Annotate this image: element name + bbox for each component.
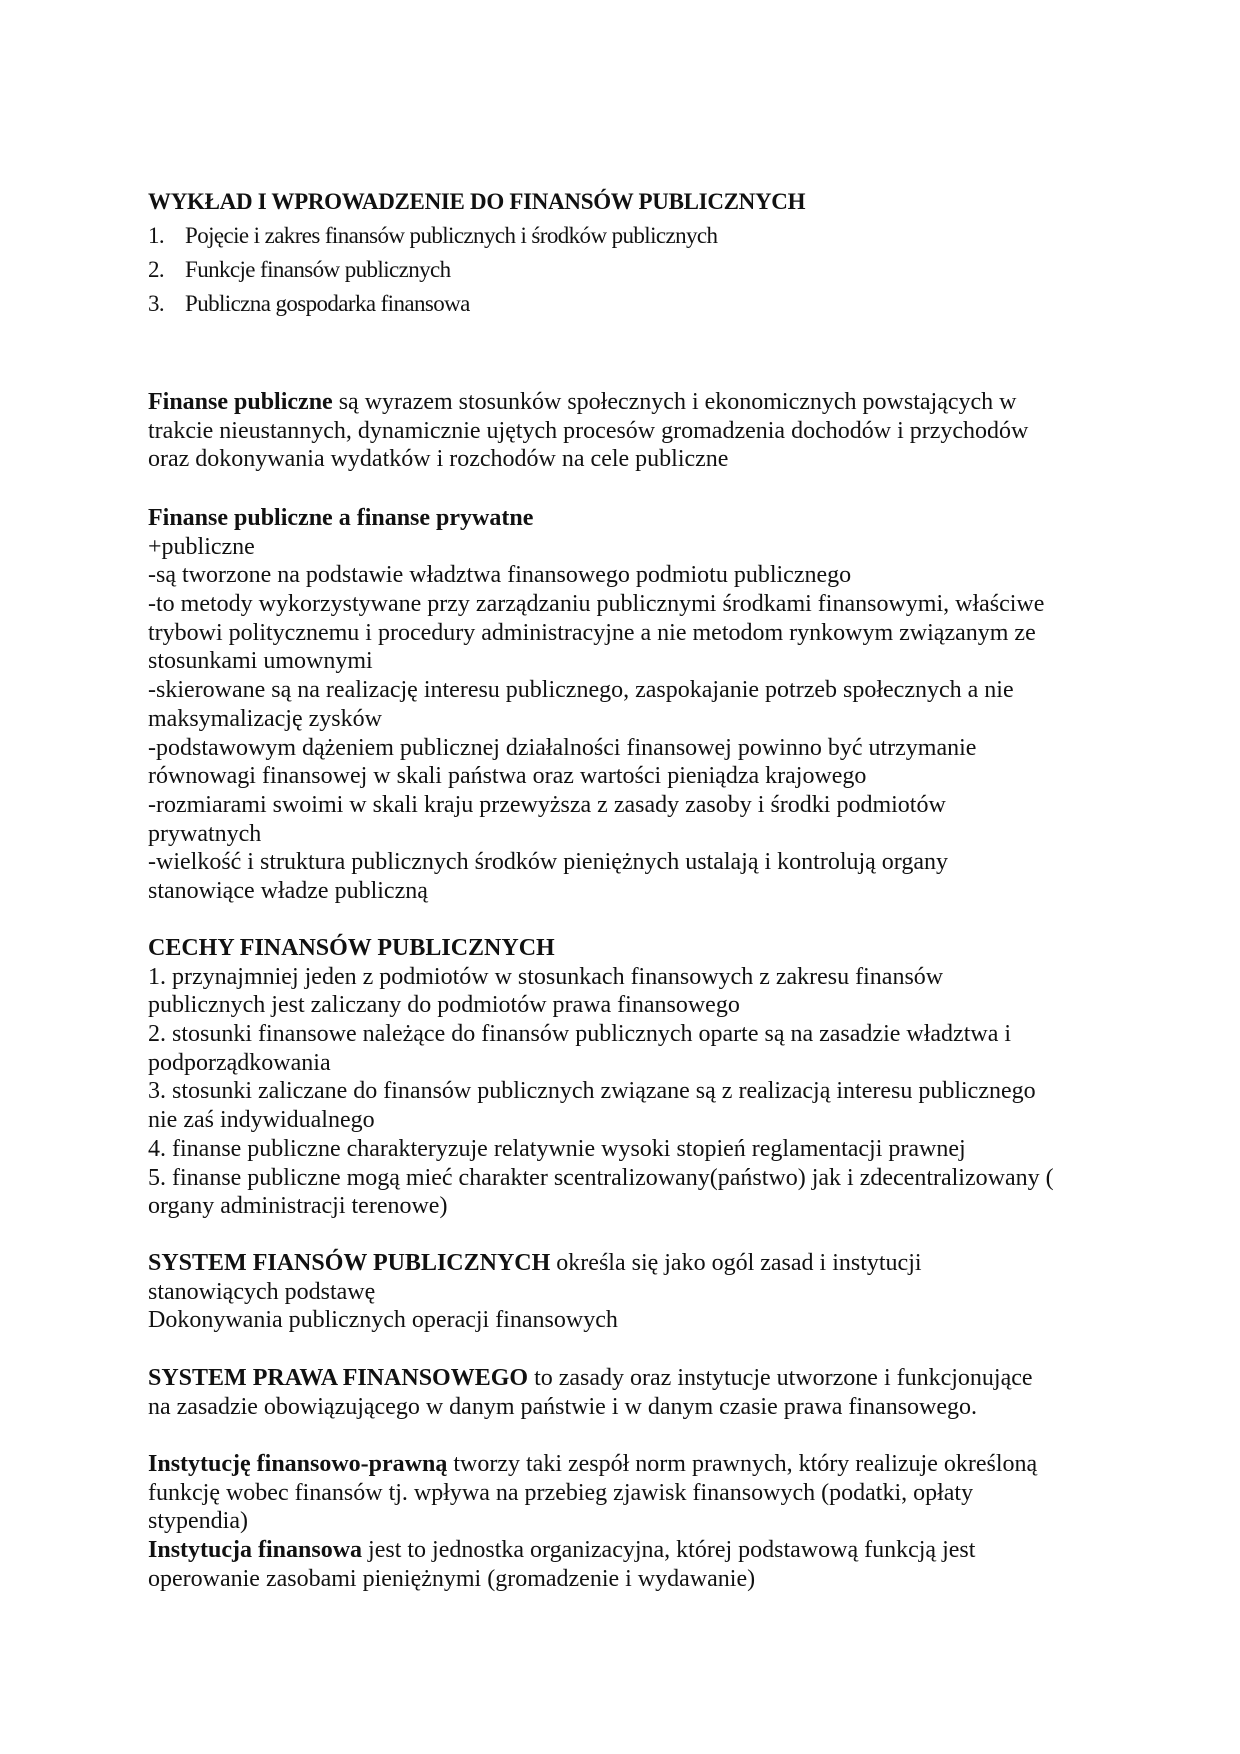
line-text: równowagi finansowej w skali państwa oraz wartości pieniądza krajowego [148,763,867,790]
line-text: trybowi politycznemu i procedury administracyjne a nie metodom rynkowym związanym ze [148,619,1036,646]
text-line [148,1565,1037,1594]
bold-term: SYSTEM PRAWA FINANSOWEGO [148,1365,529,1391]
table-of-contents [148,219,717,321]
text-line [148,963,1054,992]
toc-number: 2. [148,257,165,282]
text-line [148,561,1044,590]
text-line [148,676,1044,705]
text-line [148,445,1028,474]
line-text: +publiczne [148,533,255,560]
text-line [148,417,1028,446]
text-line [148,1249,922,1278]
toc-text: Publiczna gospodarka finansowa [185,291,470,316]
text-line [148,991,1054,1020]
bold-term: Instytucję finansowo-prawną [148,1451,448,1477]
text-line [148,934,1054,963]
line-text: na zasadzie obowiązującego w danym państwie i w danym czasie prawa finansowego. [148,1393,978,1420]
text-line [148,705,1044,734]
text-line [148,1278,922,1307]
line-text: 2. stosunki finansowe należące do finansów publicznych oparte są na zasadzie władztwa i [148,1021,1012,1048]
text-line [148,1077,1054,1106]
paragraph-definition [148,388,1028,474]
text-line [148,1106,1054,1135]
paragraph-system-financial-law [148,1364,1033,1421]
line-text: -to metody wykorzystywane przy zarządzaniu publicznymi środkami finansowymi, właściwe [148,591,1045,618]
paragraph-features [148,934,1054,1221]
text-line [148,1364,1033,1393]
line-text: -rozmiarami swoimi w skali kraju przewyższa z zasady zasoby i środki podmiotów [148,791,946,818]
toc-item [148,253,717,287]
text-line [148,1192,1054,1221]
toc-text: Pojęcie i zakres finansów publicznych i środków publicznych [185,223,718,248]
text-line [148,820,1044,849]
text-line [148,1135,1054,1164]
toc-number: 3. [148,291,165,316]
text-line [148,619,1044,648]
text-line [148,504,1044,533]
line-text: -podstawowym dążeniem publicznej działalności finansowej powinno być utrzymanie [148,734,977,761]
line-text: stanowiące władze publiczną [148,877,428,904]
line-text: 5. finanse publiczne mogą mieć charakter scentralizowany(państwo) jak i zdecentralizowany ( [148,1164,1054,1191]
line-text: Dokonywania publicznych operacji finansowych [148,1307,618,1334]
line-text: jest to jednostka organizacyjna, której podstawową funkcją jest [362,1537,976,1564]
toc-text: Funkcje finansów publicznych [185,257,451,282]
toc-number: 1. [148,223,165,248]
text-line [148,1507,1037,1536]
text-line [148,791,1044,820]
line-text: to zasady oraz instytucje utworzone i funkcjonujące [528,1365,1033,1391]
paragraph-public-vs-private [148,504,1044,906]
line-text: 4. finanse publiczne charakteryzuje relatywnie wysoki stopień reglamentacji prawnej [148,1135,966,1162]
bold-term: Finanse publiczne [148,389,333,415]
toc-item [148,219,717,253]
text-line [148,877,1044,906]
line-text: podporządkowania [148,1049,331,1076]
text-line [148,1049,1054,1078]
line-text: oraz dokonywania wydatków i rozchodów na cele publiczne [148,446,729,473]
document-title: WYKŁAD I WPROWADZENIE DO FINANSÓW PUBLICZNYCH [148,189,806,214]
paragraph-system-public-finance [148,1249,922,1335]
line-text: organy administracji terenowe) [148,1193,448,1220]
toc-item [148,287,717,321]
text-line [148,590,1044,619]
line-text: prywatnych [148,820,262,847]
bold-term: CECHY FINANSÓW PUBLICZNYCH [148,935,555,961]
text-line [148,1164,1054,1193]
text-line [148,1020,1054,1049]
text-line [148,848,1044,877]
line-text: -skierowane są na realizację interesu publicznego, zaspokajanie potrzeb społecznych a nie [148,677,1014,704]
bold-term: Instytucja finansowa [148,1537,363,1564]
line-text: stypendia) [148,1508,248,1535]
text-line [148,388,1028,417]
line-text: 1. przynajmniej jeden z podmiotów w stosunkach finansowych z zakresu finansów [148,963,944,990]
line-text: nie zaś indywidualnego [148,1107,375,1134]
line-text: publicznych jest zaliczany do podmiotów prawa finansowego [148,992,740,1019]
text-line [148,1393,1033,1422]
line-text: stosunkami umownymi [148,648,373,675]
text-line [148,734,1044,763]
bold-term: Finanse publiczne a finanse prywatne [148,505,534,531]
line-text: funkcję wobec finansów tj. wpływa na przebieg zjawisk finansowych (podatki, opłaty [148,1479,974,1506]
paragraph-institutions [148,1450,1037,1593]
line-text: -są tworzone na podstawie władztwa finansowego podmiotu publicznego [148,562,852,589]
line-text: trakcie nieustannych, dynamicznie ujętych procesów gromadzenia dochodów i przychodów [148,417,1029,444]
line-text: określa się jako ogól zasad i instytucji [550,1250,922,1276]
text-line [148,1306,922,1335]
line-text: tworzy taki zespół norm prawnych, który realizuje określoną [447,1451,1038,1477]
line-text: są wyrazem stosunków społecznych i ekonomicznych powstających w [332,389,1017,415]
line-text: -wielkość i struktura publicznych środków pieniężnych ustalają i kontrolują organy [148,849,949,876]
line-text: 3. stosunki zaliczane do finansów publicznych związane są z realizacją interesu publicznego [148,1078,1036,1105]
text-line [148,533,1044,562]
text-line [148,1479,1037,1508]
text-line [148,1450,1037,1479]
text-line [148,1536,1037,1565]
line-text: stanowiących podstawę [148,1278,376,1305]
line-text: operowanie zasobami pieniężnymi (gromadzenie i wydawanie) [148,1565,756,1592]
bold-term: SYSTEM FIANSÓW PUBLICZNYCH [148,1250,551,1276]
line-text: maksymalizację zysków [148,705,382,732]
text-line [148,762,1044,791]
text-line [148,647,1044,676]
